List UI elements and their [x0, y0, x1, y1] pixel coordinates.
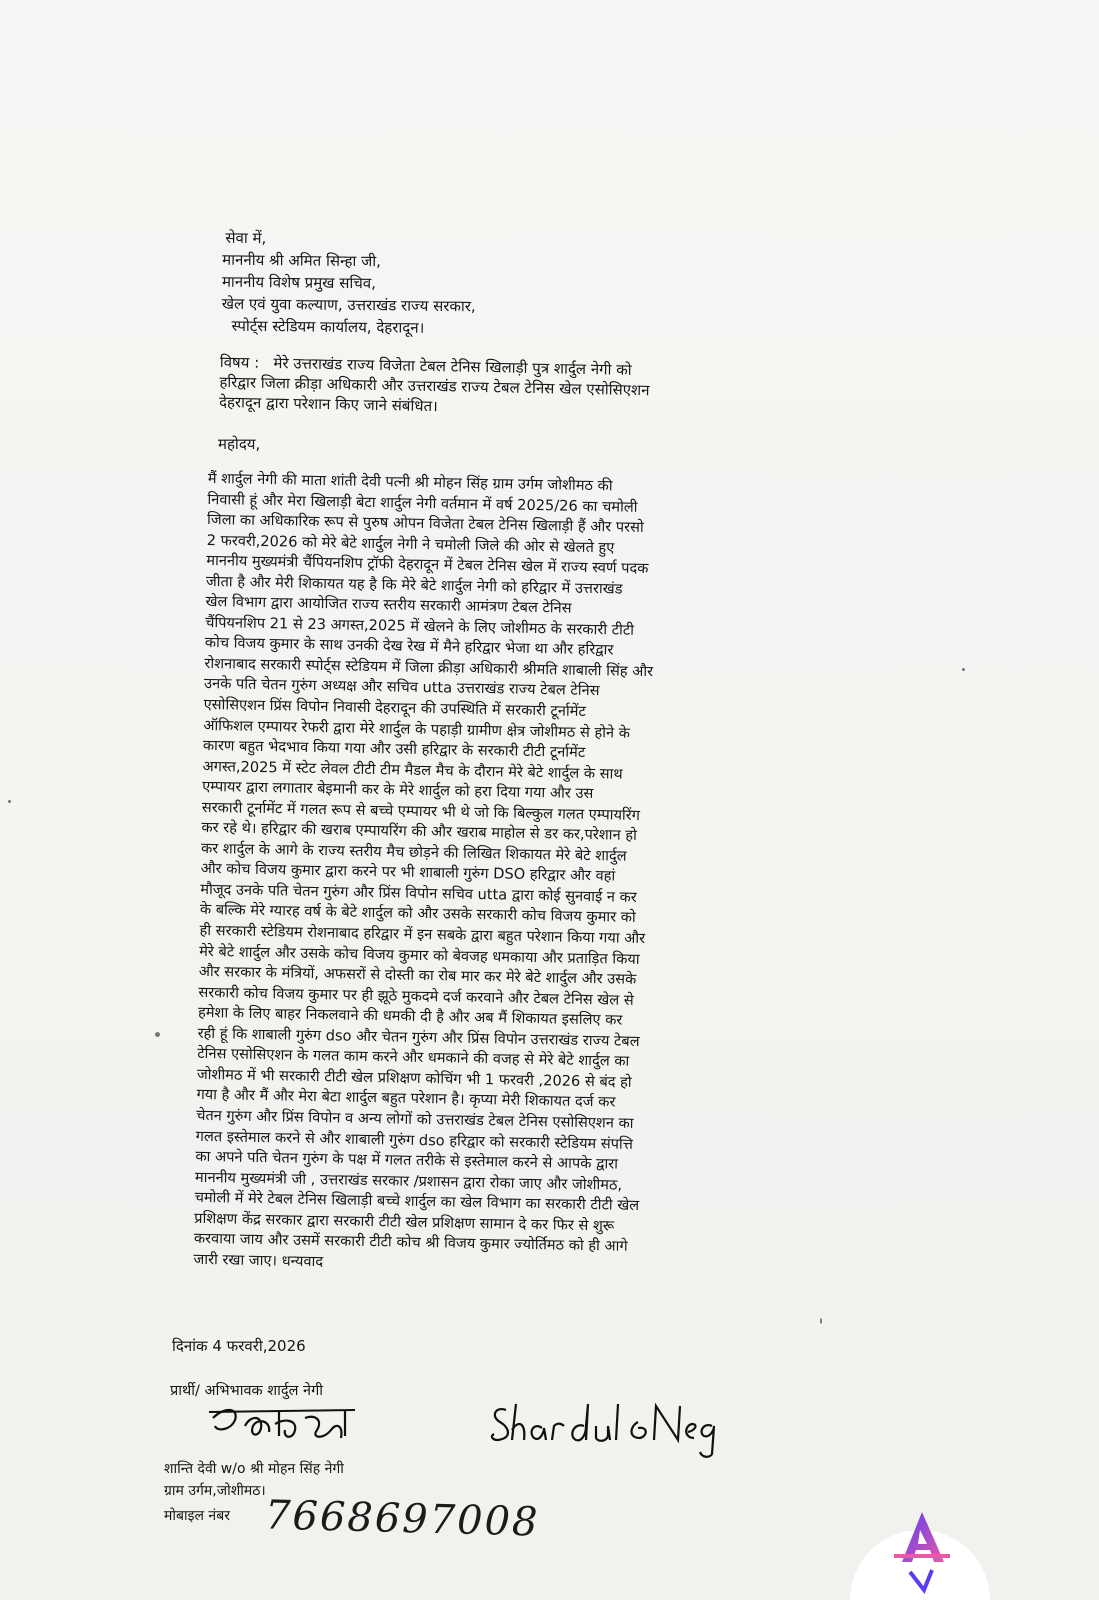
letter-date: दिनांक 4 फरवरी,2026 — [172, 1337, 306, 1355]
address-line-5: स्पोर्ट्स स्टेडियम कार्यालय, देहरादून। — [231, 316, 425, 337]
body-line: अगस्त,2025 में स्टेट लेवल टीटी टीम मैडल मैच के दौरान मेरे बेटे शार्दुल के साथ — [202, 757, 623, 783]
body-line: जारी रखा जाए। धन्यवाद — [193, 1250, 324, 1271]
recipient-address — [221, 227, 476, 340]
sender-name: शान्ति देवी w/o श्री मोहन सिंह नेगी — [164, 1461, 344, 1477]
body-line: खेल विभाग द्वारा आयोजित राज्य स्तरीय सरकारी आमंत्रण टेबल टेनिस — [205, 593, 572, 617]
body-line: माननीय मुख्यमंत्री जी , उत्तराखंड सरकार /प्रशासन द्वारा रोका जाए और जोशीमठ, — [194, 1168, 623, 1194]
body-line: ही सरकारी स्टेडियम रोशनाबाद हरिद्वार में इन सबके द्वारा बहुत परेशान किया गया और — [199, 921, 646, 948]
body-line: जोशीमठ में भी सरकारी टीटी खेल प्रशिक्षण कोचिंग भी 1 फरवरी ,2026 से बंद हो — [196, 1065, 632, 1091]
body-line: 2 फरवरी,2026 को मेरे बेटे शार्दुल नेगी ने चमोली जिले की ओर से खेलते हुए — [206, 531, 615, 557]
body-line: का अपने पति चेतन गुरुंग के पक्ष में गलत तरीके से इस्तेमाल करने से आपके द्वारा — [195, 1147, 619, 1173]
body-line: के बल्कि मेरे ग्यारह वर्ष के बेटे शार्दुल को और उसके सरकारी कोच विजय कुमार को — [199, 901, 636, 927]
body-line: गया है और मैं और मेरा बेटा शार्दुल बहुत परेशान है। कृप्या मेरी शिकायत दर्ज कर — [196, 1086, 616, 1111]
body-line: कर शार्दुल के आगे के राज्य स्तरीय मैच छोड़ने की लिखित शिकायत मेरे बेटे शार्दुल — [200, 839, 627, 865]
applicant-line: प्रार्थी/ अभिभावक शार्दुल नेगी — [170, 1383, 324, 1399]
mobile-label: मोबाइल नंबर — [164, 1508, 230, 1524]
body-line: हमेशा के लिए बाहर निकलवाने की धमकी दी है और अब मैं शिकायत इसलिए कर — [197, 1004, 623, 1029]
sender-village: ग्राम उर्गम,जोशीमठ। — [164, 1483, 266, 1499]
body-line: कर रहे थे। हरिद्वार की खराब एम्पायरिंग की और खराब माहोल से डर कर,परेशान हो — [201, 819, 637, 845]
address-line-2: माननीय श्री अमित सिन्हा जी, — [222, 250, 382, 271]
salutation: महोदय, — [218, 435, 261, 453]
body-line: सरकारी टूर्नामेंट में गलत रूप से बच्चे एम्पायर भी थे जो कि बिल्कुल गलत एम्पायरिंग — [201, 798, 641, 824]
body-line: कारण बहुत भेदभाव किया गया और उसी हरिद्वार के सरकारी टीटी टूर्नामेंट — [202, 737, 586, 762]
body-line: एसोसिएशन प्रिंस विपोन निवासी देहरादून की उपस्थिति में सरकारी टूर्नामेंट — [203, 695, 586, 720]
body-line: उनके पति चेतन गुरुंग अध्यक्ष और सचिव utta उत्तराखंड राज्य टेबल टेनिस — [203, 675, 600, 700]
body-line: टेनिस एसोसिएशन के गलत काम करने और धमकाने की वजह से मेरे बेटे शार्दुल का — [197, 1045, 630, 1071]
app-watermark-logo — [850, 1500, 990, 1600]
subject-label: विषय : — [219, 352, 260, 372]
body-line: माननीय मुख्यमंत्री चैंपियनशिप ट्रॉफी देहरादून में टेबल टेनिस खेल में राज्य स्वर्ण पदक — [206, 552, 649, 578]
hindi-signature — [205, 1396, 365, 1448]
body-line: प्रशिक्षण केंद्र सरकार द्वारा सरकारी टीटी खेल प्रशिक्षण सामान दे कर फिर से शुरू — [194, 1209, 615, 1235]
scan-speck — [8, 800, 11, 803]
subject-block — [219, 352, 780, 423]
subject-line-1: मेरे उत्तराखंड राज्य विजेता टेबल टेनिस खिलाड़ी पुत्र शार्दुल नेगी को — [273, 354, 632, 379]
body-line: एम्पायर द्वारा लगातार बेइमानी कर के मेरे शार्दुल को हरा दिया गया और उस — [202, 778, 594, 803]
scan-speck — [820, 1318, 822, 1324]
body-line: निवासी हूं और मेरा खिलाड़ी बेटा शार्दुल नेगी वर्तमान में वर्ष 2025/26 का चमोली — [207, 490, 638, 516]
body-line: और सरकार के मंत्रियों, अफसरों से दोस्ती का रोब मार कर मेरे बेटे शार्दुल और उसके — [198, 963, 637, 989]
mobile-number: 7668697008 — [264, 1492, 541, 1546]
body-line: ऑफिशल एम्पायर रेफरी द्वारा मेरे शार्दुल के पहाड़ी ग्रामीण क्षेत्र जोशीमठ से होने के — [203, 716, 631, 742]
body-line: मौजूद उनके पति चेतन गुरुंग और प्रिंस विपोन सचिव utta द्वारा कोई सुनवाई न कर — [200, 880, 637, 906]
body-line: चेतन गुरुंग और प्रिंस विपोन व अन्य लोगों को उत्तराखंड टेबल टेनिस एसोसिएशन का — [195, 1106, 634, 1132]
letter-body — [193, 469, 788, 1281]
body-line: और कोच विजय कुमार द्वारा करने पर भी शाबाली गुरुंग DSO हरिद्वार और वहां — [200, 860, 616, 885]
body-line: जीता है और मेरी शिकायत यह है कि मेरे बेटे शार्दुल नेगी को हरिद्वार में उत्तराखंड — [205, 572, 623, 598]
scan-speck — [962, 668, 965, 671]
subject-line-2: हरिद्वार जिला क्रीड़ा अधिकारी और उत्तराखंड राज्य टेबल टेनिस खेल एसोसिएशन — [219, 372, 650, 400]
address-line-1: सेवा में, — [225, 228, 267, 248]
body-line: सरकारी कोच विजय कुमार पर ही झूठे मुकदमे दर्ज करवाने और टेबल टेनिस खेल से — [198, 983, 634, 1009]
body-line: रोशनाबाद सरकारी स्पोर्ट्स स्टेडियम में जिला क्रीड़ा अधिकारी श्रीमति शाबाली सिंह और — [204, 654, 654, 681]
address-line-3: माननीय विशेष प्रमुख सचिव, — [221, 272, 377, 293]
body-line: मेरे बेटे शार्दुल और उसके कोच विजय कुमार को बेवजह धमकाया और प्रताड़ित किया — [199, 942, 640, 968]
body-line: रही हूं कि शाबाली गुरुंग dso और चेतन गुरुंग और प्रिंस विपोन उत्तराखंड राज्य टेबल — [197, 1024, 640, 1050]
body-line: जिला का अधिकारिक रूप से पुरुष ओपन विजेता टेबल टेनिस खिलाड़ी हैं और परसो — [206, 511, 644, 537]
scan-speck — [155, 1032, 160, 1037]
body-line: चमोली में मेरे टेबल टेनिस खिलाड़ी बच्चे शार्दुल का खेल विभाग का सरकारी टीटी खेल — [194, 1189, 640, 1215]
body-line: गलत इस्तेमाल करने से और शाबाली गुरुंग dso हरिद्वार को सरकारी स्टेडियम संपत्ति — [195, 1127, 634, 1153]
english-signature — [488, 1396, 718, 1460]
body-line: चैंपियनशिप 21 से 23 अगस्त,2025 में खेलने के लिए जोशीमठ के सरकारी टीटी — [205, 613, 635, 639]
subject-line-3: देहरादून द्वारा परेशान किए जाने संबंधित। — [218, 392, 438, 416]
body-line: कोच विजय कुमार के साथ उनकी देख रेख में मैने हरिद्वार भेजा था और हरिद्वार — [204, 634, 614, 659]
body-line: करवाया जाय और उसमें सरकारी टीटी कोच श्री विजय कुमार ज्योर्तिमठ को ही आगे — [193, 1230, 628, 1256]
body-line: मैं शार्दुल नेगी की माता शांती देवी पत्नी श्री मोहन सिंह ग्राम उर्गम जोशीमठ की — [207, 469, 613, 495]
address-line-4: खेल एवं युवा कल्याण, उत्तराखंड राज्य सरकार, — [221, 294, 476, 316]
